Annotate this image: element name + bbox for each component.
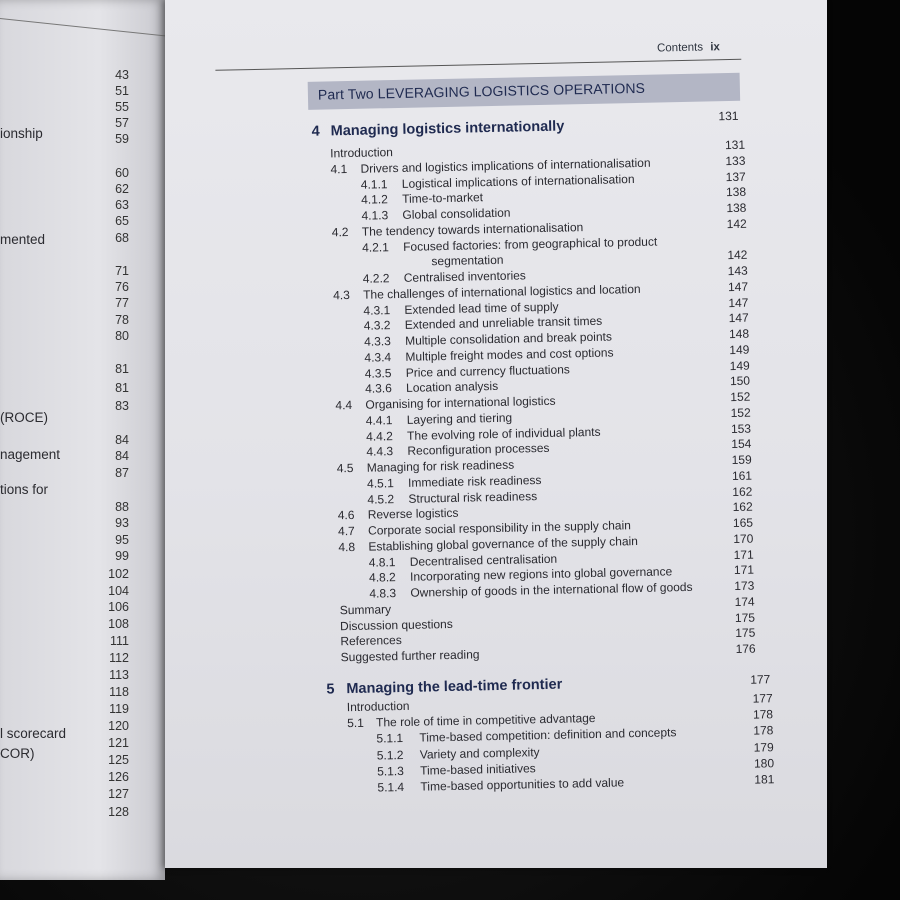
- entry-number: 4.3: [332, 287, 350, 303]
- entry-title: Discussion questions: [339, 616, 453, 633]
- chapter-title: Managing logistics internationally: [330, 118, 565, 140]
- left-page-number: 71: [115, 264, 129, 278]
- left-page-number: 65: [115, 214, 129, 228]
- entry-number: 4.3.5: [364, 365, 392, 381]
- contents-content: [156, 0, 836, 875]
- left-page-number: 81: [115, 362, 129, 376]
- entry-number: 5.1: [346, 716, 364, 731]
- entry-number: 4.1.3: [361, 208, 389, 223]
- left-page-number: 55: [115, 100, 129, 114]
- entry-page: 137: [725, 169, 746, 184]
- entry-page: 175: [735, 625, 756, 641]
- left-page: [0, 0, 165, 880]
- entry-number: 4.3.6: [364, 381, 392, 396]
- left-page-number: 104: [108, 584, 129, 598]
- entry-page: 142: [727, 247, 748, 263]
- entry-title: Logistical implications of internationalisation: [401, 171, 635, 191]
- entry-page: 159: [731, 452, 752, 468]
- entry-title: Centralised inventories: [403, 268, 526, 285]
- entry-page: 149: [729, 342, 750, 357]
- left-page-number: 113: [109, 668, 129, 682]
- entry-page: 178: [753, 723, 774, 739]
- chapter-page: 131: [718, 108, 739, 124]
- entry-title: Variety and complexity: [419, 744, 540, 762]
- left-page-text-fragment: tions for: [0, 482, 49, 497]
- entry-page: 171: [733, 562, 755, 578]
- entry-title: The evolving role of individual plants: [406, 424, 601, 443]
- entry-number: 4.8.3: [369, 586, 397, 601]
- entry-number: 4.3.4: [364, 349, 392, 365]
- entry-page: 161: [731, 468, 753, 483]
- entry-title: Corporate social responsibility in the supply chain: [367, 518, 631, 538]
- entry-page: 138: [725, 184, 747, 200]
- entry-page: 133: [725, 153, 746, 168]
- entry-number: 4.8.1: [368, 554, 396, 570]
- left-page-number: 118: [109, 685, 129, 699]
- entry-title: Global consolidation: [402, 205, 511, 222]
- left-page-number: 84: [115, 433, 129, 447]
- entry-title: Reconfiguration processes: [407, 441, 550, 459]
- entry-title: The tendency towards internationalisation: [361, 219, 584, 239]
- left-page-number: 120: [108, 719, 129, 733]
- left-page-number: 128: [108, 805, 129, 819]
- entry-number: 4.5: [336, 460, 354, 476]
- left-page-number: 77: [115, 296, 129, 310]
- left-page-number: 57: [115, 116, 129, 130]
- entry-page: 176: [735, 641, 756, 657]
- part-heading: Part Two LEVERAGING LOGISTICS OPERATIONS: [317, 79, 646, 103]
- entry-title: Introduction: [346, 698, 410, 715]
- entry-number: 4.4.3: [366, 444, 394, 459]
- entry-number: 4.8: [338, 539, 356, 555]
- left-page-number: 59: [115, 132, 129, 146]
- left-page-number: 62: [115, 182, 129, 196]
- left-page-number: 126: [108, 770, 129, 784]
- left-page-number: 87: [115, 466, 129, 480]
- entry-title: The role of time in competitive advantage: [375, 711, 596, 730]
- entry-page: 153: [730, 421, 752, 436]
- entry-number: 4.1.2: [361, 192, 388, 208]
- entry-title: Time-based competition: definition and concepts: [419, 725, 677, 746]
- entry-number: 5.1.3: [376, 763, 404, 779]
- entry-page: 177: [752, 691, 773, 706]
- left-page-number: 99: [115, 549, 129, 563]
- entry-page: 181: [754, 772, 775, 787]
- entry-page: 152: [730, 389, 751, 405]
- entry-page: 180: [753, 756, 775, 771]
- entry-number: 4.1.1: [360, 176, 388, 192]
- entry-page: 138: [726, 200, 747, 216]
- left-page-number: 108: [108, 617, 129, 631]
- entry-title: Extended lead time of supply: [404, 299, 559, 317]
- left-page-number: 95: [115, 533, 129, 547]
- entry-title: Suggested further reading: [340, 647, 480, 665]
- left-page-number: 121: [108, 736, 129, 750]
- left-page-number: 93: [115, 516, 129, 530]
- left-page-number: 112: [109, 651, 129, 665]
- entry-number: 4.3.2: [363, 318, 391, 333]
- left-page-number: 88: [115, 500, 129, 514]
- entry-title: Immediate risk readiness: [407, 472, 542, 490]
- entry-page: 152: [730, 405, 751, 420]
- entry-page: 165: [732, 515, 754, 531]
- entry-page: 170: [733, 531, 754, 546]
- left-page-number: 60: [115, 166, 129, 180]
- left-page-text-fragment: nagement: [0, 447, 61, 462]
- left-page-number: 102: [108, 567, 129, 581]
- left-page-number: 111: [109, 634, 129, 648]
- running-head-label: Contents: [656, 41, 704, 55]
- running-head: [657, 41, 720, 54]
- entry-page: 162: [732, 484, 753, 499]
- entry-title: Location analysis: [405, 379, 499, 396]
- entry-number: 4.5.1: [366, 475, 394, 491]
- entry-title: Time-based opportunities to add value: [420, 775, 625, 794]
- chapter-title: Managing the lead-time frontier: [346, 676, 563, 698]
- entry-number: 4.3.1: [363, 302, 391, 318]
- left-page-number: 119: [109, 702, 129, 716]
- left-page-number: 83: [115, 399, 129, 413]
- entry-number: 4.6: [337, 508, 355, 523]
- entry-number: 4.3.3: [363, 334, 391, 349]
- entry-page: 175: [734, 610, 756, 625]
- left-page-number: 81: [115, 381, 129, 395]
- entry-number: 5.1.4: [377, 779, 405, 795]
- entry-title: Introduction: [330, 145, 394, 161]
- entry-title: Managing for risk readiness: [366, 457, 515, 475]
- entry-title: Multiple consolidation and break points: [404, 329, 613, 348]
- left-page-number: 125: [108, 753, 129, 767]
- entry-page: 171: [733, 547, 754, 562]
- entry-page: 147: [728, 310, 749, 326]
- chapter-number: 5: [326, 681, 335, 698]
- left-page-text-fragment: COR): [0, 746, 35, 761]
- entry-page: 174: [734, 594, 755, 609]
- entry-title: Organising for international logistics: [365, 393, 556, 412]
- left-page-text-fragment: (ROCE): [0, 410, 48, 425]
- entry-title: Layering and tiering: [406, 410, 513, 427]
- left-page-text-fragment: mented: [0, 232, 46, 247]
- chapter-number: 4: [311, 123, 320, 140]
- entry-title: Establishing global governance of the supply chain: [368, 533, 639, 554]
- entry-page: 162: [732, 499, 753, 515]
- entry-title: segmentation: [431, 253, 504, 269]
- entry-title: Multiple freight modes and cost options: [405, 345, 614, 364]
- entry-title: Decentralised centralisation: [409, 551, 558, 569]
- left-page-number: 51: [115, 84, 129, 98]
- entry-title: Time-to-market: [401, 190, 484, 207]
- left-page-number: 68: [115, 231, 129, 245]
- entry-title: Price and currency fluctuations: [405, 361, 570, 380]
- entry-title: The challenges of international logistics and location: [362, 281, 641, 302]
- entry-title: Extended and unreliable transit times: [404, 313, 603, 333]
- left-page-number: 80: [115, 329, 129, 343]
- page-folio: ix: [710, 41, 720, 54]
- entry-title: Time-based initiatives: [419, 761, 536, 778]
- entry-title: Drivers and logistics implications of internationalisation: [360, 155, 651, 176]
- entry-title: Focused factories: from geographical to product: [402, 234, 658, 254]
- entry-page: 148: [728, 326, 750, 342]
- entry-title: References: [340, 633, 402, 649]
- entry-page: 143: [727, 263, 748, 279]
- left-page-number: 127: [108, 787, 129, 801]
- entry-number: 5.1.2: [376, 747, 404, 763]
- entry-number: 4.4: [335, 397, 353, 413]
- entry-page: 178: [752, 707, 774, 722]
- contents-page: [165, 0, 827, 868]
- left-page-text-fragment: l scorecard: [0, 726, 67, 741]
- left-page-text-fragment: ionship: [0, 126, 43, 141]
- entry-page: 147: [727, 279, 749, 294]
- header-rule: [215, 59, 741, 71]
- entry-page: 149: [729, 358, 750, 373]
- left-page-number: 106: [108, 600, 129, 614]
- entry-page: 142: [726, 216, 747, 231]
- entry-title: Incorporating new regions into global governance: [409, 564, 673, 585]
- entry-title: Structural risk readiness: [408, 488, 538, 506]
- entry-page: 147: [728, 295, 749, 310]
- entry-number: 5.1.1: [376, 731, 404, 746]
- entry-number: 4.5.2: [367, 491, 395, 507]
- entry-number: 4.1: [330, 161, 348, 177]
- entry-page: 173: [734, 578, 755, 594]
- entry-page: 154: [731, 436, 752, 452]
- entry-number: 4.4.1: [365, 412, 393, 428]
- left-page-number: 84: [115, 449, 129, 463]
- entry-page: 150: [729, 373, 751, 389]
- entry-number: 4.8.2: [368, 570, 396, 585]
- left-page-number: 78: [115, 313, 129, 327]
- left-page-number: 63: [115, 198, 129, 212]
- left-page-number: 76: [115, 280, 129, 294]
- entry-title: Ownership of goods in the international flow of goods: [410, 579, 693, 600]
- entry-title: Reverse logistics: [367, 506, 459, 522]
- entry-page: 131: [724, 137, 746, 153]
- entry-page: 179: [753, 739, 774, 755]
- entry-title: Summary: [339, 601, 392, 618]
- entry-number: 4.2: [331, 224, 349, 240]
- left-page-number: 43: [115, 68, 129, 82]
- entry-number: 4.7: [337, 523, 355, 539]
- entry-number: 4.2.2: [362, 271, 390, 286]
- entry-number: 4.2.1: [361, 239, 389, 255]
- entry-number: 4.4.2: [365, 428, 393, 444]
- left-page-rule: [0, 18, 165, 38]
- chapter-page: 177: [750, 672, 771, 687]
